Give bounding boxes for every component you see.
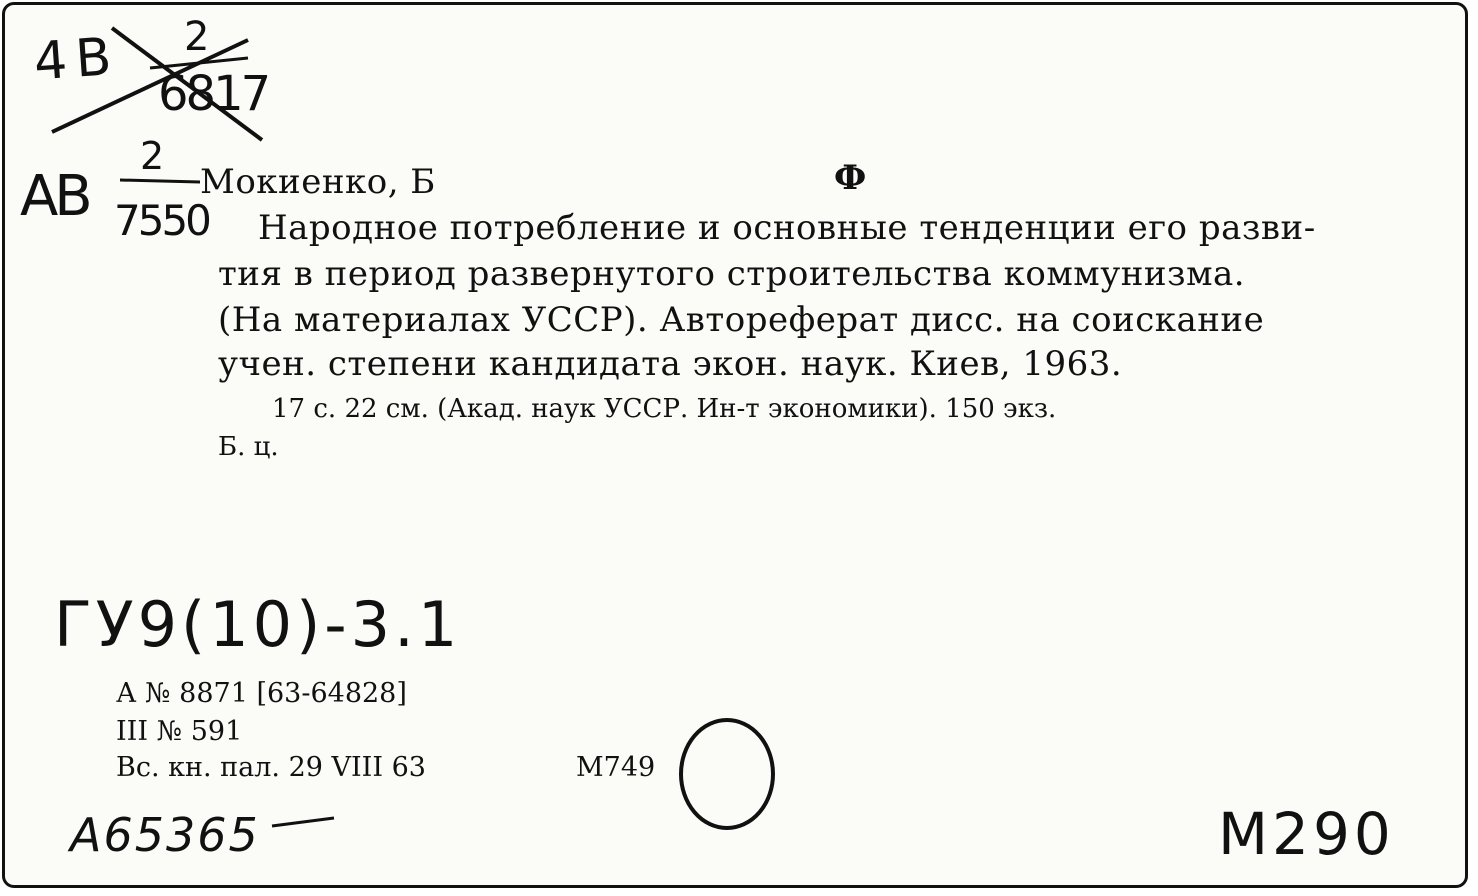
handwritten-top-denominator: 6817 [158, 66, 269, 122]
price-line: Б. ц. [218, 432, 279, 462]
top-fraction-bar [150, 58, 248, 68]
title-line-4: учен. степени кандидата экон. наук. Киев, 1963. [218, 344, 1123, 384]
title-line-1: Народное потребление и основные тенденции его разви- [258, 208, 1316, 248]
handwritten-bottom-right-code: M290 [1218, 800, 1395, 868]
top-strike-line-1 [52, 40, 248, 132]
registry-line-2: III № 591 [116, 716, 243, 747]
handwritten-top-code: 4 B [31, 27, 110, 93]
stamp-letter: Ф [834, 158, 867, 198]
collation-line: 17 с. 22 см. (Акад. наук УССР. Ин-т экономики). 150 экз. [272, 394, 1057, 424]
hand-drawn-circle [681, 720, 773, 828]
handwritten-classification: ГУ9(10)-3.1 [54, 588, 462, 661]
handwritten-shelf-prefix: AB [20, 164, 89, 229]
handwritten-top-numerator: 2 [184, 14, 210, 60]
inventory-underline [272, 818, 334, 826]
title-line-3: (На материалах УССР). Автореферат дисс. на соискание [218, 300, 1265, 340]
registry-line-3: Вс. кн. пал. 29 VIII 63 [116, 752, 426, 783]
handwritten-shelf-numerator: 2 [140, 134, 165, 178]
handwritten-shelf-number: 7550 [114, 196, 209, 245]
handwritten-inventory: A65365 [70, 808, 260, 862]
title-line-2: тия в период развернутого строительства коммунизма. [218, 254, 1246, 294]
registry-line-1: А № 8871 [63-64828] [116, 678, 407, 709]
registry-code: М749 [576, 752, 656, 783]
shelf-fraction-bar [120, 180, 200, 182]
author-heading: Мокиенко, Б [200, 162, 436, 202]
